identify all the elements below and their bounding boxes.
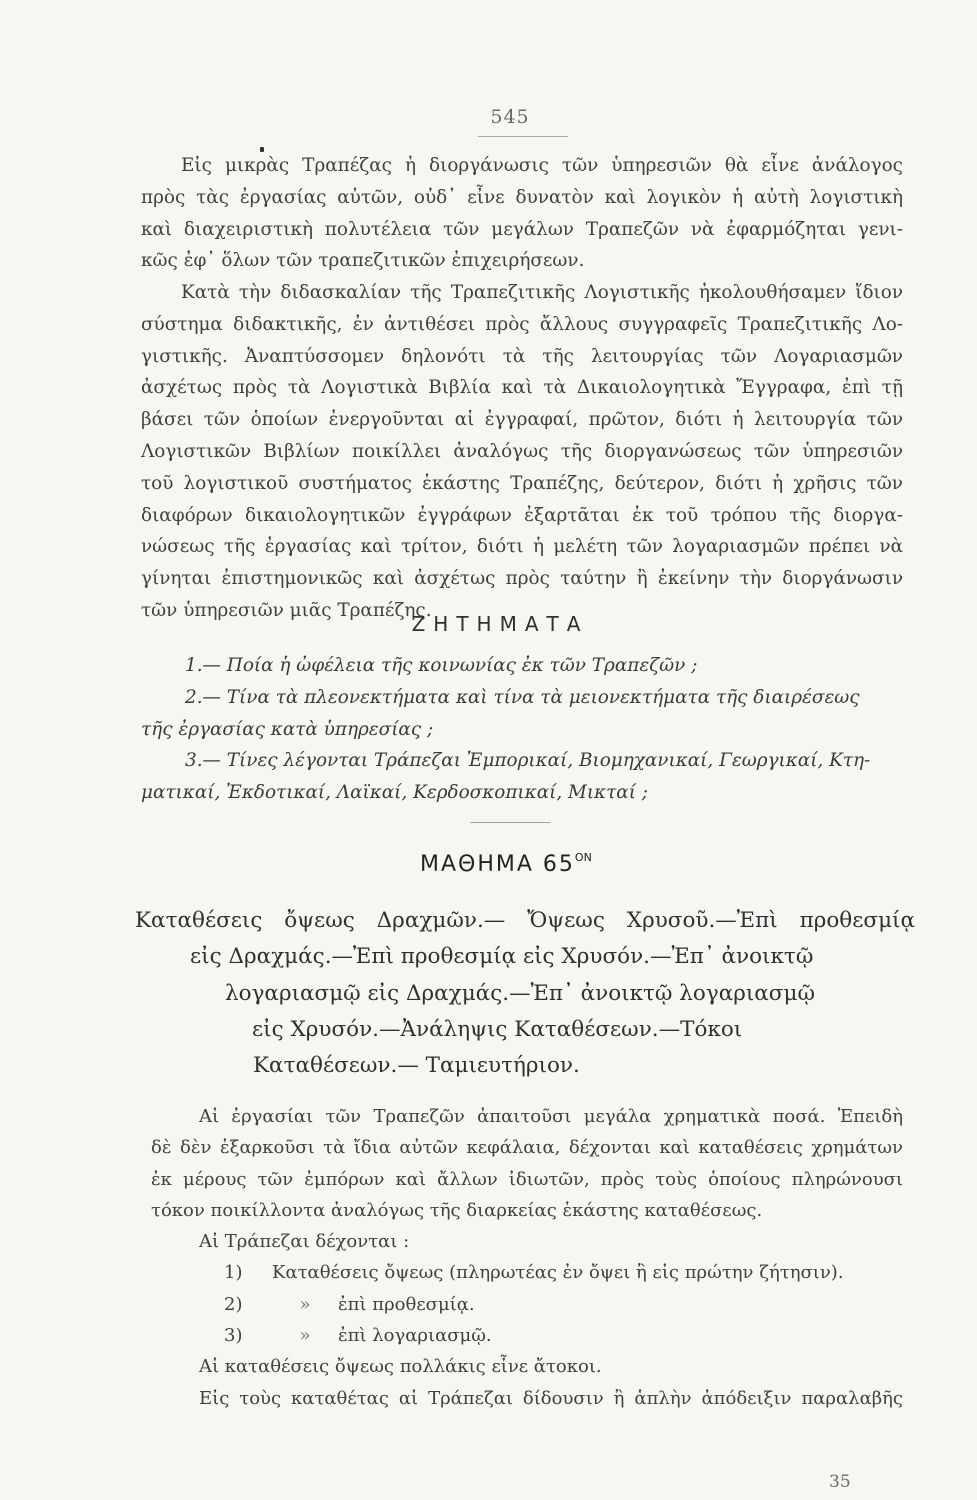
text-line: πρὸς τὰς ἐργασίας αὐτῶν, οὐδ᾽ εἶνε δυνατὸν καὶ λογικὸν ἡ αὐτὴ λογιστικὴ bbox=[141, 186, 903, 208]
section-rule bbox=[470, 822, 550, 823]
lesson-summary bbox=[135, 903, 915, 1084]
question-line: 1.— Ποία ἡ ὠφέλεια τῆς κοινωνίας ἐκ τῶν Τραπεζῶν ; bbox=[185, 655, 698, 676]
summary-line: εἰς Δραχμάς.—Ἐπὶ προθεσμίᾳ εἰς Χρυσόν.—Ἐπ᾽ ἀνοικτῷ bbox=[190, 944, 814, 970]
deposits-paragraph bbox=[151, 1101, 903, 1414]
intro-paragraph bbox=[141, 150, 903, 277]
text-line: σύστημα διδακτικῆς, ἐν ἀντιθέσει πρὸς ἄλλους συγγραφεῖς Τραπεζιτικῆς Λο- bbox=[141, 313, 903, 335]
item-number: 2) bbox=[224, 1293, 243, 1315]
text-line: Αἱ καταθέσεις ὄψεως πολλάκις εἶνε ἄτοκοι. bbox=[199, 1356, 602, 1378]
signature-number: 35 bbox=[829, 1472, 851, 1492]
text-line: δὲ δὲν ἐξαρκοῦσι τὰ ἴδια αὐτῶν κεφάλαια, δέχονται καὶ καταθέσεις χρημάτων bbox=[151, 1137, 903, 1159]
text-line: βάσει τῶν ὁποίων ἐνεργοῦνται αἱ ἐγγραφαί, πρῶτον, διότι ἡ λειτουργία τῶν bbox=[141, 409, 903, 431]
text-line: γίνηται ἐπιστημονικῶς καὶ ἀσχέτως πρὸς ταύτην ἢ ἐκείνην τὴν διοργάνωσιν bbox=[141, 568, 903, 590]
questions-list bbox=[141, 650, 903, 809]
summary-line: Καταθέσεων.— Ταμιευτήριον. bbox=[253, 1053, 580, 1079]
summary-line: Καταθέσεις ὄψεως Δραχμῶν.— Ὄψεως Χρυσοῦ.—Ἐπὶ προθεσμίᾳ bbox=[135, 908, 915, 933]
text-line: καὶ διαχειριστικὴ πολυτέλεια τῶν μεγάλων Τραπεζῶν νὰ ἐφαρμόζηται γενι- bbox=[141, 218, 903, 240]
text-line: κῶς ἐφ᾽ ὅλων τῶν τραπεζιτικῶν ἐπιχειρήσεων. bbox=[141, 250, 585, 272]
deposit-type-item bbox=[151, 1257, 903, 1288]
text-line: νώσεως τῆς ἐργασίας καὶ τρίτον, διότι ἡ μελέτη τῶν λογαριασμῶν πρέπει νὰ bbox=[141, 536, 903, 558]
text-line: Εἰς μικρὰς Τραπέζας ἡ διοργάνωσις τῶν ὑπηρεσιῶν θὰ εἶνε ἀνάλογος bbox=[181, 155, 903, 176]
text-line: ἐκ μέρους τῶν ἐμπόρων καὶ ἄλλων ἰδιωτῶν, πρὸς τοὺς ὁποίους πληρώνουσι bbox=[151, 1168, 903, 1190]
question-line: τῆς ἐργασίας κατὰ ὑπηρεσίας ; bbox=[141, 718, 434, 740]
text-line: τῶν ὑπηρεσιῶν μιᾶς Τραπέζης. bbox=[141, 599, 432, 621]
text-line: ἀσχέτως πρὸς τὰ Λογιστικὰ Βιβλία καὶ τὰ Δικαιολογητικὰ Ἔγγραφα, ἐπὶ τῇ bbox=[141, 377, 903, 399]
text-line: διαφόρων δικαιολογητικῶν ἐγγράφων ἐξαρτᾶται ἐκ τοῦ τρόπου τῆς διοργα- bbox=[141, 504, 903, 526]
summary-line: λογαριασμῷ εἰς Δραχμάς.—Ἐπ᾽ ἀνοικτῷ λογαριασμῷ bbox=[225, 980, 815, 1006]
question-line: ματικαί, Ἐκδοτικαί, Λαϊκαί, Κερδοσκοπικαί, Μικταί ; bbox=[141, 782, 648, 804]
deposit-type-item bbox=[151, 1289, 903, 1320]
header-rule bbox=[478, 136, 568, 137]
lesson-title-text: ΜΑΘΗΜΑ 65 bbox=[420, 852, 575, 877]
lesson-title bbox=[420, 851, 592, 877]
item-text: ἐπὶ λογαριασμῷ. bbox=[338, 1325, 492, 1347]
text-line: τόκον ποικίλλοντα ἀναλόγως τῆς διαρκείας ἑκάστης καταθέσεως. bbox=[151, 1199, 763, 1221]
deposit-type-item bbox=[151, 1320, 903, 1351]
question-line: 2.— Τίνα τὰ πλεονεκτήματα καὶ τίνα τὰ μειονεκτήματα τῆς διαιρέσεως bbox=[185, 686, 860, 708]
summary-line: εἰς Χρυσόν.—Ἀνάληψις Καταθέσεων.—Τόκοι bbox=[252, 1016, 743, 1042]
ditto-mark: » bbox=[299, 1325, 311, 1347]
teaching-method-paragraph bbox=[141, 277, 903, 627]
text-line: Αἱ Τράπεζαι δέχονται : bbox=[199, 1231, 410, 1253]
item-number: 1) bbox=[224, 1262, 243, 1284]
text-line: γιστικῆς. Ἀναπτύσσομεν δηλονότι τὰ τῆς λειτουργίας τῶν Λογαριασμῶν bbox=[141, 345, 903, 367]
text-line: Εἰς τοὺς καταθέτας αἱ Τράπεζαι δίδουσιν ἢ ἁπλὴν ἀπόδειξιν παραλαβῆς bbox=[199, 1387, 903, 1409]
text-line: τοῦ λογιστικοῦ συστήματος ἑκάστης Τραπέζης, δεύτερον, διότι ἡ χρῆσις τῶν bbox=[141, 472, 903, 494]
question-line: 3.— Τίνες λέγονται Τράπεζαι Ἐμπορικαί, Βιομηχανικαί, Γεωργικαί, Κτη- bbox=[185, 750, 871, 772]
ditto-mark: » bbox=[299, 1293, 311, 1315]
item-number: 3) bbox=[224, 1325, 243, 1347]
text-line: Λογιστικῶν Βιβλίων ποικίλλει ἀναλόγως τῆς διοργανώσεως τῶν ὑπηρεσιῶν bbox=[141, 440, 903, 462]
text-line: Αἱ ἐργασίαι τῶν Τραπεζῶν ἀπαιτοῦσι μεγάλα χρηματικὰ ποσά. Ἐπειδὴ bbox=[199, 1106, 903, 1127]
item-text: Καταθέσεις ὄψεως (πληρωτέας ἐν ὄψει ἢ εἰς πρώτην ζήτησιν). bbox=[272, 1262, 844, 1284]
text-line: Κατὰ τὴν διδασκαλίαν τῆς Τραπεζιτικῆς Λογιστικῆς ἠκολουθήσαμεν ἴδιον bbox=[181, 282, 903, 303]
page-number: 545 bbox=[490, 106, 530, 128]
item-text: ἐπὶ προθεσμίᾳ. bbox=[338, 1293, 475, 1315]
lesson-title-suffix: ΟΝ bbox=[574, 851, 592, 864]
questions-heading: ΖΗΤΗΜΑΤΑ bbox=[411, 612, 589, 636]
